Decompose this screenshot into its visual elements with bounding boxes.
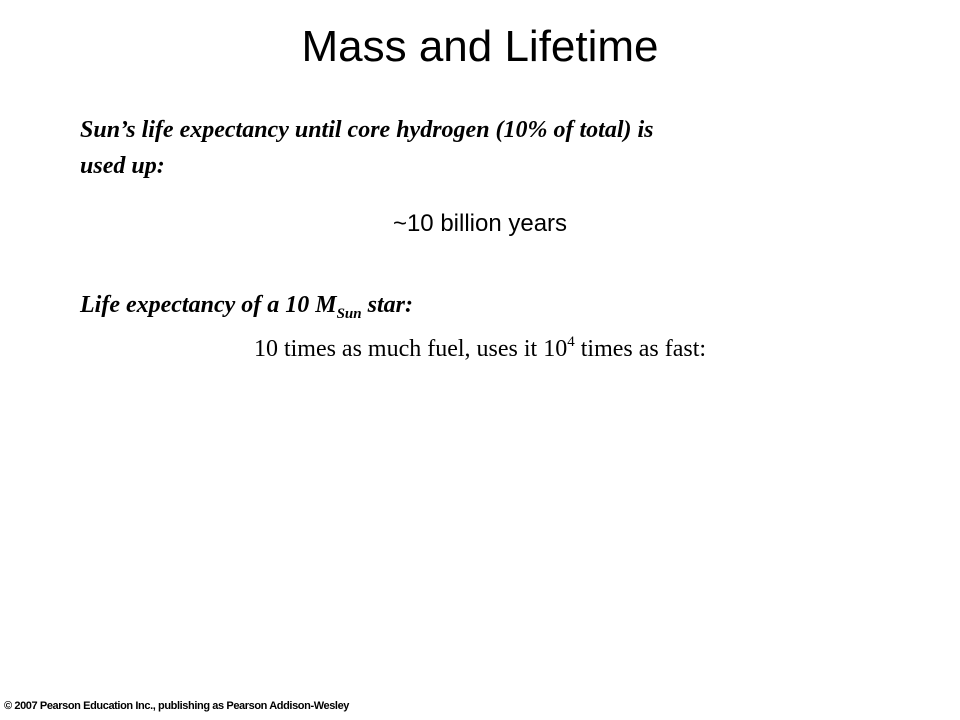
sun-question-line-1: Sun’s life expectancy until core hydrogen (10% of total) is (80, 117, 654, 143)
copyright-footer: © 2007 Pearson Education Inc., publishing as Pearson Addison-Wesley (4, 700, 350, 712)
star-answer (0, 325, 960, 366)
star-question-suffix: star: (361, 292, 413, 318)
sun-answer: ~10 billion years (392, 210, 568, 237)
star-answer-suffix: times as fast: (574, 336, 707, 362)
slide-title: Mass and Lifetime (301, 22, 659, 71)
sun-question-line-2: used up: (80, 153, 165, 179)
star-answer-superscript: 4 (567, 334, 575, 350)
star-question-subscript: Sun (336, 306, 362, 322)
star-answer-prefix: 10 times as much fuel, uses it 10 (253, 336, 568, 362)
star-question-prefix: Life expectancy of a 10 M (80, 292, 337, 318)
